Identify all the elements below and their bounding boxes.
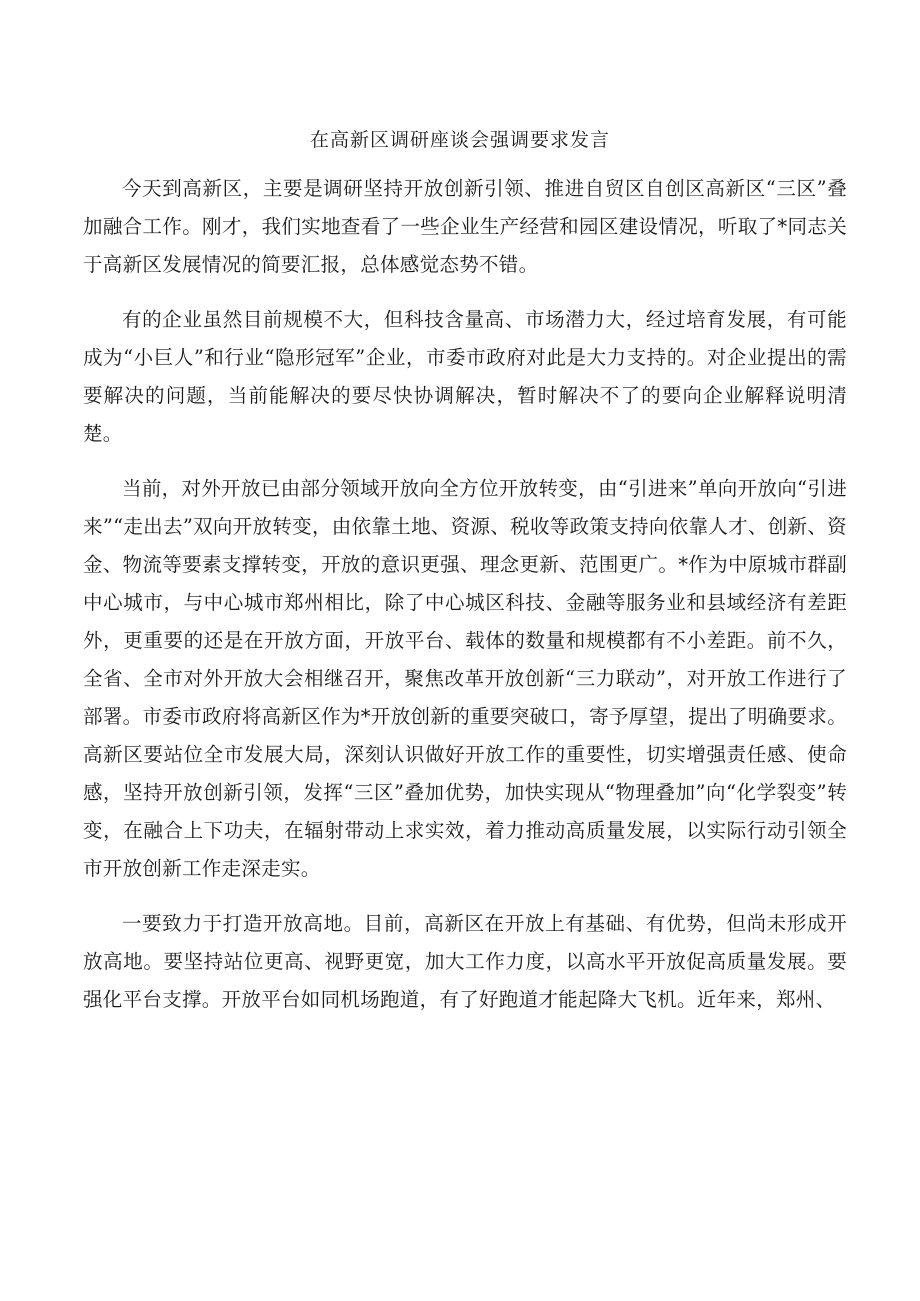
document-title: 在高新区调研座谈会强调要求发言 (309, 129, 610, 151)
document-body (83, 170, 847, 1036)
paragraph-2: 有的企业虽然目前规模不大，但科技含量高、市场潜力大，经过培育发展，有可能成为“小巨人”和行业“隐形冠军”企业，市委市政府对此是大力支持的。对企业提出的需要解决的问题，当前能解决的要尽快协调解决，暂时解决不了的要向企业解释说明清楚。 (83, 308, 847, 445)
paragraph-3: 当前，对外开放已由部分领域开放向全方位开放转变，由“引进来”单向开放向“引进来”“走出去”双向开放转变，由依靠土地、资源、税收等政策支持向依靠人才、创新、资金、物流等要素支撑转变，开放的意识更强、理念更新、范围更广。*作为中原城市群副中心城市，与中心城市郑州相比，除了中心城区科技、金融等服务业和县域经济有差距外，更重要的还是在开放方面，开放平台、载体的数量和规模都有不小差距。前不久，全省、全市对外开放大会相继召开，聚焦改革开放创新“三力联动”，对开放工作进行了部署。市委市政府将高新区作为*开放创新的重要突破口，寄予厚望，提出了明确要求。高新区要站位全市发展大局，深刻认识做好开放工作的重要性，切实增强责任感、使命感，坚持开放创新引领，发挥“三区”叠加优势，加快实现从“物理叠加”向“化学裂变”转变，在融合上下功夫，在辐射带动上求实效，着力推动高质量发展，以实际行动引领全市开放创新工作走深走实。 (83, 477, 847, 880)
paragraph-1: 今天到高新区，主要是调研坚持开放创新引领、推进自贸区自创区高新区“三区”叠加融合工作。刚才，我们实地查看了一些企业生产经营和园区建设情况，听取了*同志关于高新区发展情况的简要汇报，总体感觉态势不错。 (83, 177, 847, 276)
paragraph-4: 一要致力于打造开放高地。目前，高新区在开放上有基础、有优势，但尚未形成开放高地。要坚持站位更高、视野更宽，加大工作力度，以高水平开放促高质量发展。要强化平台支撑。开放平台如同机场跑道，有了好跑道才能起降大飞机。近年来，郑州、 (83, 912, 847, 1011)
